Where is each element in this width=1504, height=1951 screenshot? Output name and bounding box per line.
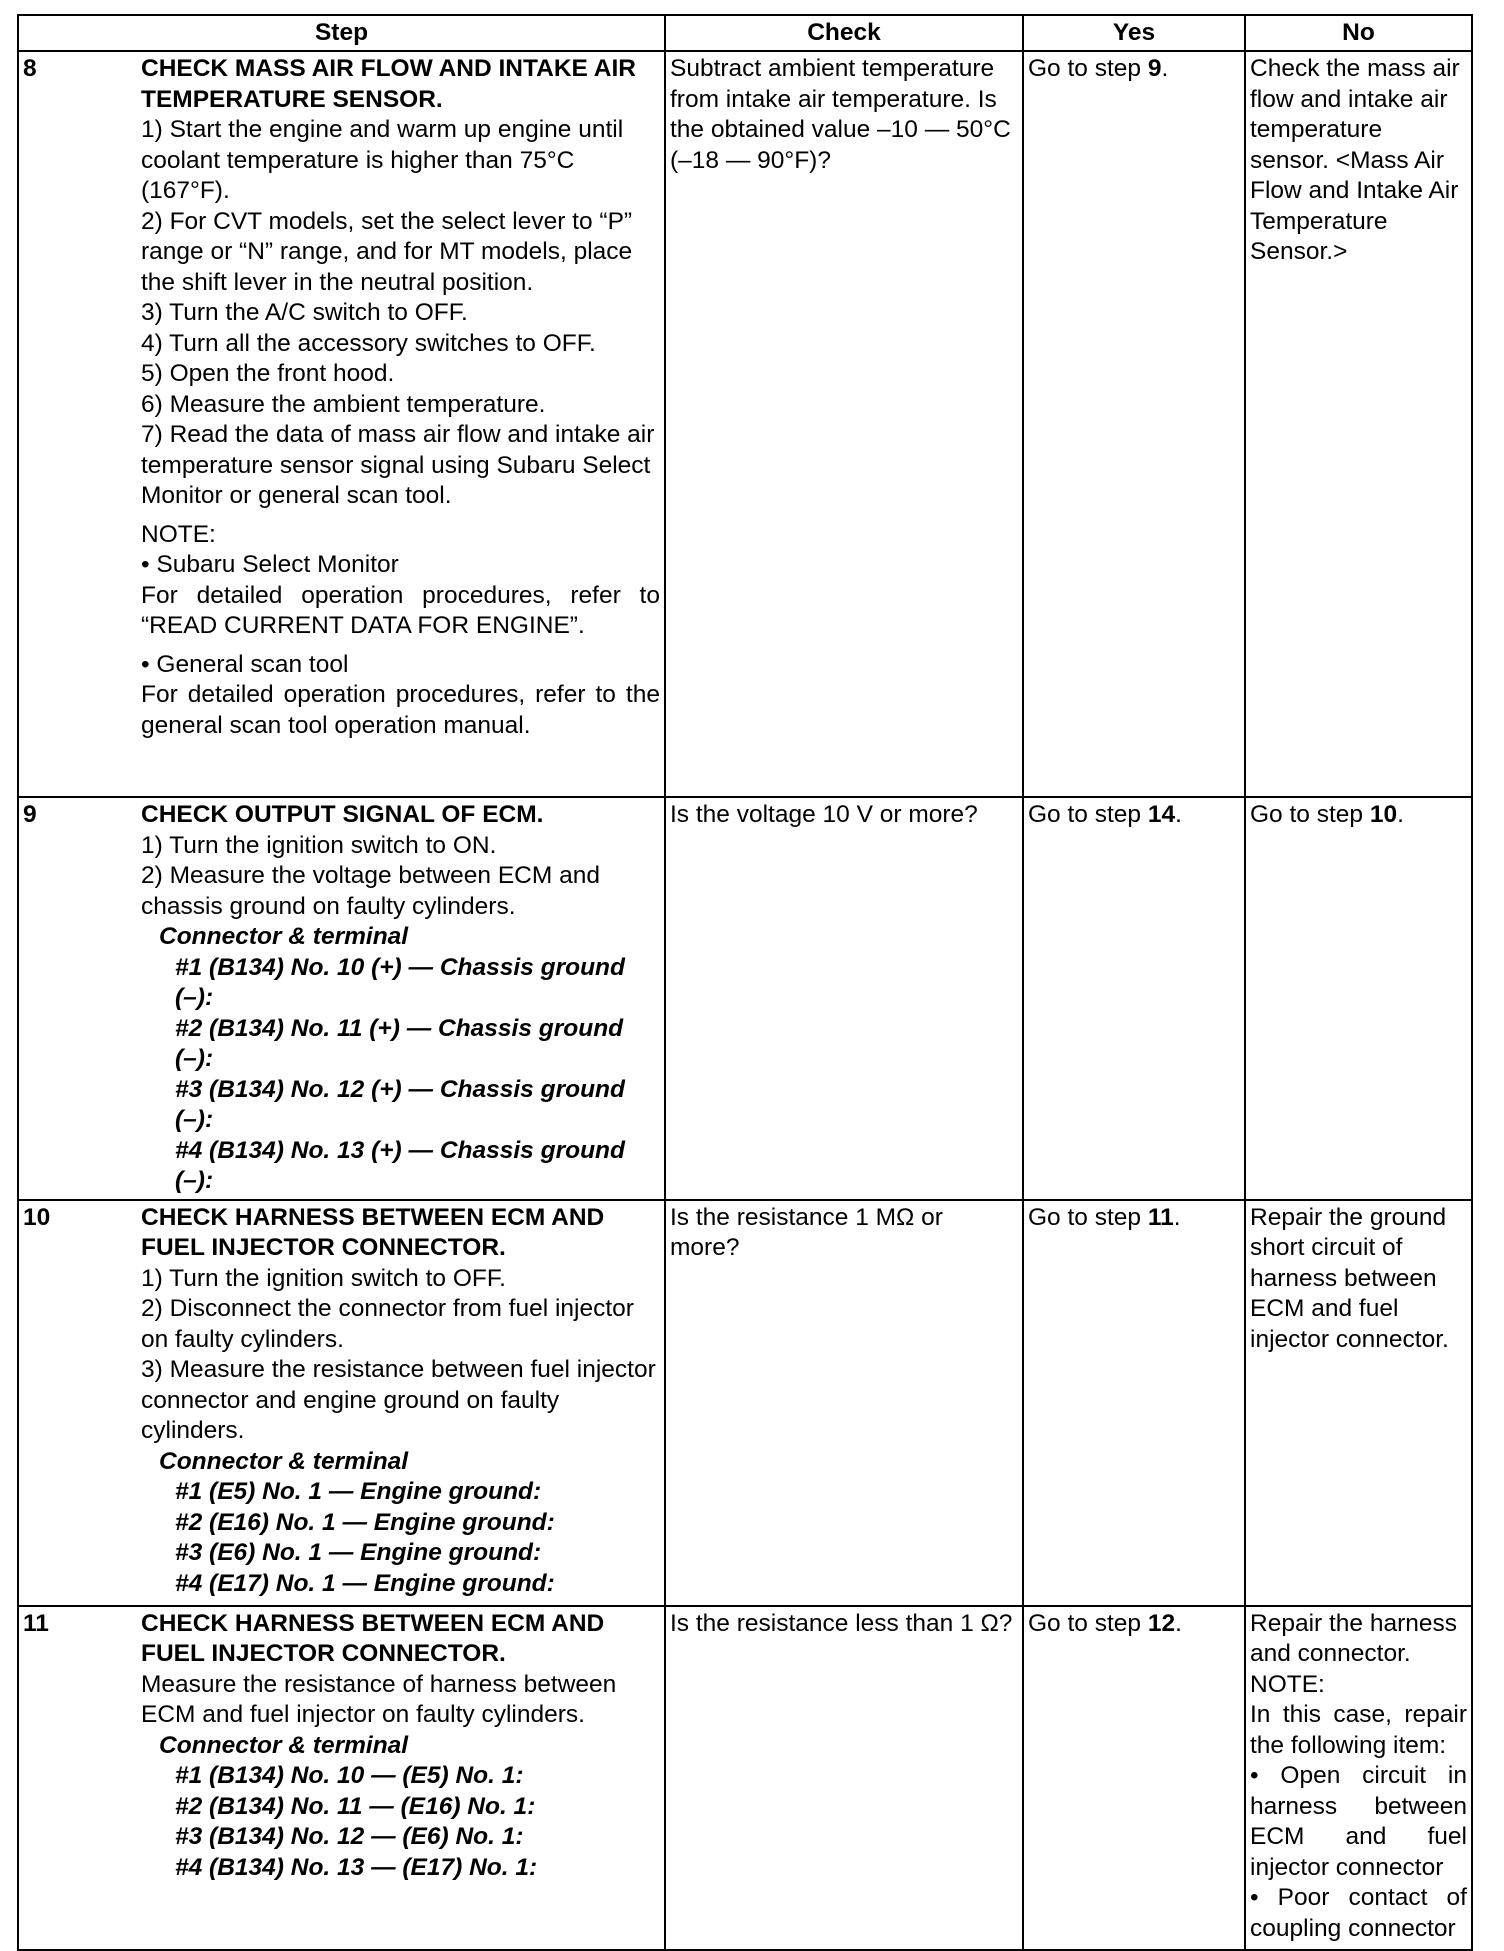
step-cell — [18, 51, 665, 797]
yes-suffix: . — [1161, 55, 1169, 82]
procedure-step: 2) For CVT models, set the select lever to “P” range or “N” range, and for MT models, place the shift lever in the neutral position. — [141, 207, 633, 296]
yes-suffix: . — [1175, 801, 1182, 828]
check-cell: Subtract ambient temperature from intake air temperature. Is the obtained value –10 — 50°C (–18 — 90°F)? — [665, 51, 1023, 797]
header-step: Step — [18, 15, 665, 51]
yes-suffix: . — [1173, 1203, 1181, 1231]
step-title: CHECK HARNESS BETWEEN ECM AND FUEL INJECTOR CONNECTOR. — [141, 1609, 605, 1667]
note-bullet: • General scan tool — [141, 650, 349, 678]
yes-cell — [1023, 1200, 1245, 1606]
note-bullet: • Open circuit in harness between ECM and fuel injector connector — [1250, 1762, 1467, 1881]
terminal-spec: #2 (E16) No. 1 — Engine ground: — [175, 1508, 555, 1536]
step-cell — [18, 1200, 665, 1606]
step-content — [141, 1609, 660, 1884]
no-cell: Check the mass air flow and intake air temperature sensor. <Mass Air Flow and Intake Air Temperature Sensor.> — [1245, 51, 1472, 797]
no-cell — [1245, 1606, 1472, 1950]
step-title: CHECK OUTPUT SIGNAL OF ECM. — [141, 801, 544, 828]
no-prefix: Go to step — [1250, 801, 1370, 828]
step-cell — [18, 797, 665, 1200]
no-cell — [1245, 797, 1472, 1200]
yes-cell — [1023, 51, 1245, 797]
procedure-step: 3) Measure the resistance between fuel injector connector and engine ground on faulty cylinders. — [141, 1356, 656, 1444]
table-row — [18, 797, 1472, 1200]
no-cell: Repair the ground short circuit of harness between ECM and fuel injector connector. — [1245, 1200, 1472, 1606]
procedure-step: 7) Read the data of mass air flow and intake air temperature sensor signal using Subaru Select Monitor or general scan tool. — [141, 421, 655, 509]
terminal-spec: #3 (B134) No. 12 — (E6) No. 1: — [175, 1823, 524, 1850]
check-cell: Is the resistance 1 MΩ or more? — [665, 1200, 1023, 1606]
yes-step-number: 12 — [1147, 1609, 1176, 1637]
procedure-step: 3) Turn the A/C switch to OFF. — [141, 299, 468, 326]
table-header-row — [18, 15, 1472, 51]
terminal-spec: #1 (B134) No. 10 (+) — Chassis ground (–): — [175, 953, 625, 1011]
note-bullet: • Poor contact of coupling connector — [1250, 1884, 1467, 1942]
terminal-spec: #3 (B134) No. 12 (+) — Chassis ground (–): — [175, 1075, 625, 1133]
yes-step-number: 14 — [1147, 801, 1176, 828]
table-row — [18, 1606, 1472, 1950]
connector-label: Connector & terminal — [159, 1731, 409, 1759]
no-suffix: . — [1397, 801, 1404, 828]
step-content — [141, 800, 660, 1197]
note-text: For detailed operation procedures, refer to the general scan tool operation manual. — [141, 681, 660, 739]
yes-prefix: Go to step — [1028, 55, 1148, 82]
step-number: 11 — [23, 1609, 49, 1637]
troubleshooting-table — [17, 14, 1473, 1951]
yes-step-number: 11 — [1147, 1203, 1174, 1231]
header-no: No — [1245, 15, 1472, 51]
terminal-spec: #1 (E5) No. 1 — Engine ground: — [175, 1478, 542, 1505]
yes-cell — [1023, 797, 1245, 1200]
no-main-text: Repair the harness and connector. — [1250, 1609, 1458, 1667]
yes-suffix: . — [1175, 1609, 1182, 1637]
step-number: 10 — [23, 1203, 51, 1231]
note-text: For detailed operation procedures, refer to “READ CURRENT DATA FOR ENGINE”. — [141, 581, 660, 639]
terminal-spec: #2 (B134) No. 11 — (E16) No. 1: — [175, 1792, 536, 1820]
check-cell: Is the voltage 10 V or more? — [665, 797, 1023, 1200]
step-title: CHECK HARNESS BETWEEN ECM AND FUEL INJECTOR CONNECTOR. — [141, 1203, 605, 1261]
step-number: 9 — [23, 801, 37, 828]
step-content — [141, 1203, 660, 1600]
note-label: NOTE: — [141, 520, 216, 548]
procedure-intro: Measure the resistance of harness between ECM and fuel injector on faulty cylinders. — [141, 1670, 617, 1728]
yes-prefix: Go to step — [1028, 1203, 1148, 1231]
yes-cell — [1023, 1606, 1245, 1950]
procedure-step: 1) Turn the ignition switch to OFF. — [141, 1264, 506, 1292]
step-number: 8 — [23, 55, 37, 82]
terminal-spec: #4 (B134) No. 13 — (E17) No. 1: — [175, 1853, 538, 1881]
procedure-step: 2) Disconnect the connector from fuel injector on faulty cylinders. — [141, 1295, 634, 1353]
terminal-spec: #4 (B134) No. 13 (+) — Chassis ground (–): — [175, 1136, 625, 1194]
connector-label: Connector & terminal — [159, 1447, 409, 1475]
terminal-spec: #4 (E17) No. 1 — Engine ground: — [175, 1569, 555, 1597]
table-row — [18, 1200, 1472, 1606]
procedure-step: 4) Turn all the accessory switches to OFF. — [141, 329, 596, 357]
procedure-step: 2) Measure the voltage between ECM and chassis ground on faulty cylinders. — [141, 862, 600, 920]
procedure-step: 5) Open the front hood. — [141, 360, 395, 387]
procedure-step: 1) Turn the ignition switch to ON. — [141, 831, 497, 859]
note-text: In this case, repair the following item: — [1250, 1701, 1467, 1759]
procedure-step: 6) Measure the ambient temperature. — [141, 390, 546, 418]
connector-label: Connector & terminal — [159, 923, 409, 950]
step-content — [141, 54, 660, 741]
check-cell: Is the resistance less than 1 Ω? — [665, 1606, 1023, 1950]
terminal-spec: #3 (E6) No. 1 — Engine ground: — [175, 1539, 542, 1566]
procedure-step: 1) Start the engine and warm up engine until coolant temperature is higher than 75°C (167°F). — [141, 116, 624, 204]
yes-step-number: 9 — [1147, 55, 1162, 82]
no-step-number: 10 — [1369, 801, 1398, 828]
terminal-spec: #2 (B134) No. 11 (+) — Chassis ground (–): — [175, 1014, 624, 1072]
table-row — [18, 51, 1472, 797]
step-title: CHECK MASS AIR FLOW AND INTAKE AIR TEMPERATURE SENSOR. — [141, 55, 636, 113]
terminal-spec: #1 (B134) No. 10 — (E5) No. 1: — [175, 1762, 524, 1789]
step-cell — [18, 1606, 665, 1950]
header-check: Check — [665, 15, 1023, 51]
yes-prefix: Go to step — [1028, 1609, 1148, 1637]
header-yes: Yes — [1023, 15, 1245, 51]
note-label: NOTE: — [1250, 1670, 1325, 1698]
note-bullet: • Subaru Select Monitor — [141, 551, 399, 578]
yes-prefix: Go to step — [1028, 801, 1148, 828]
